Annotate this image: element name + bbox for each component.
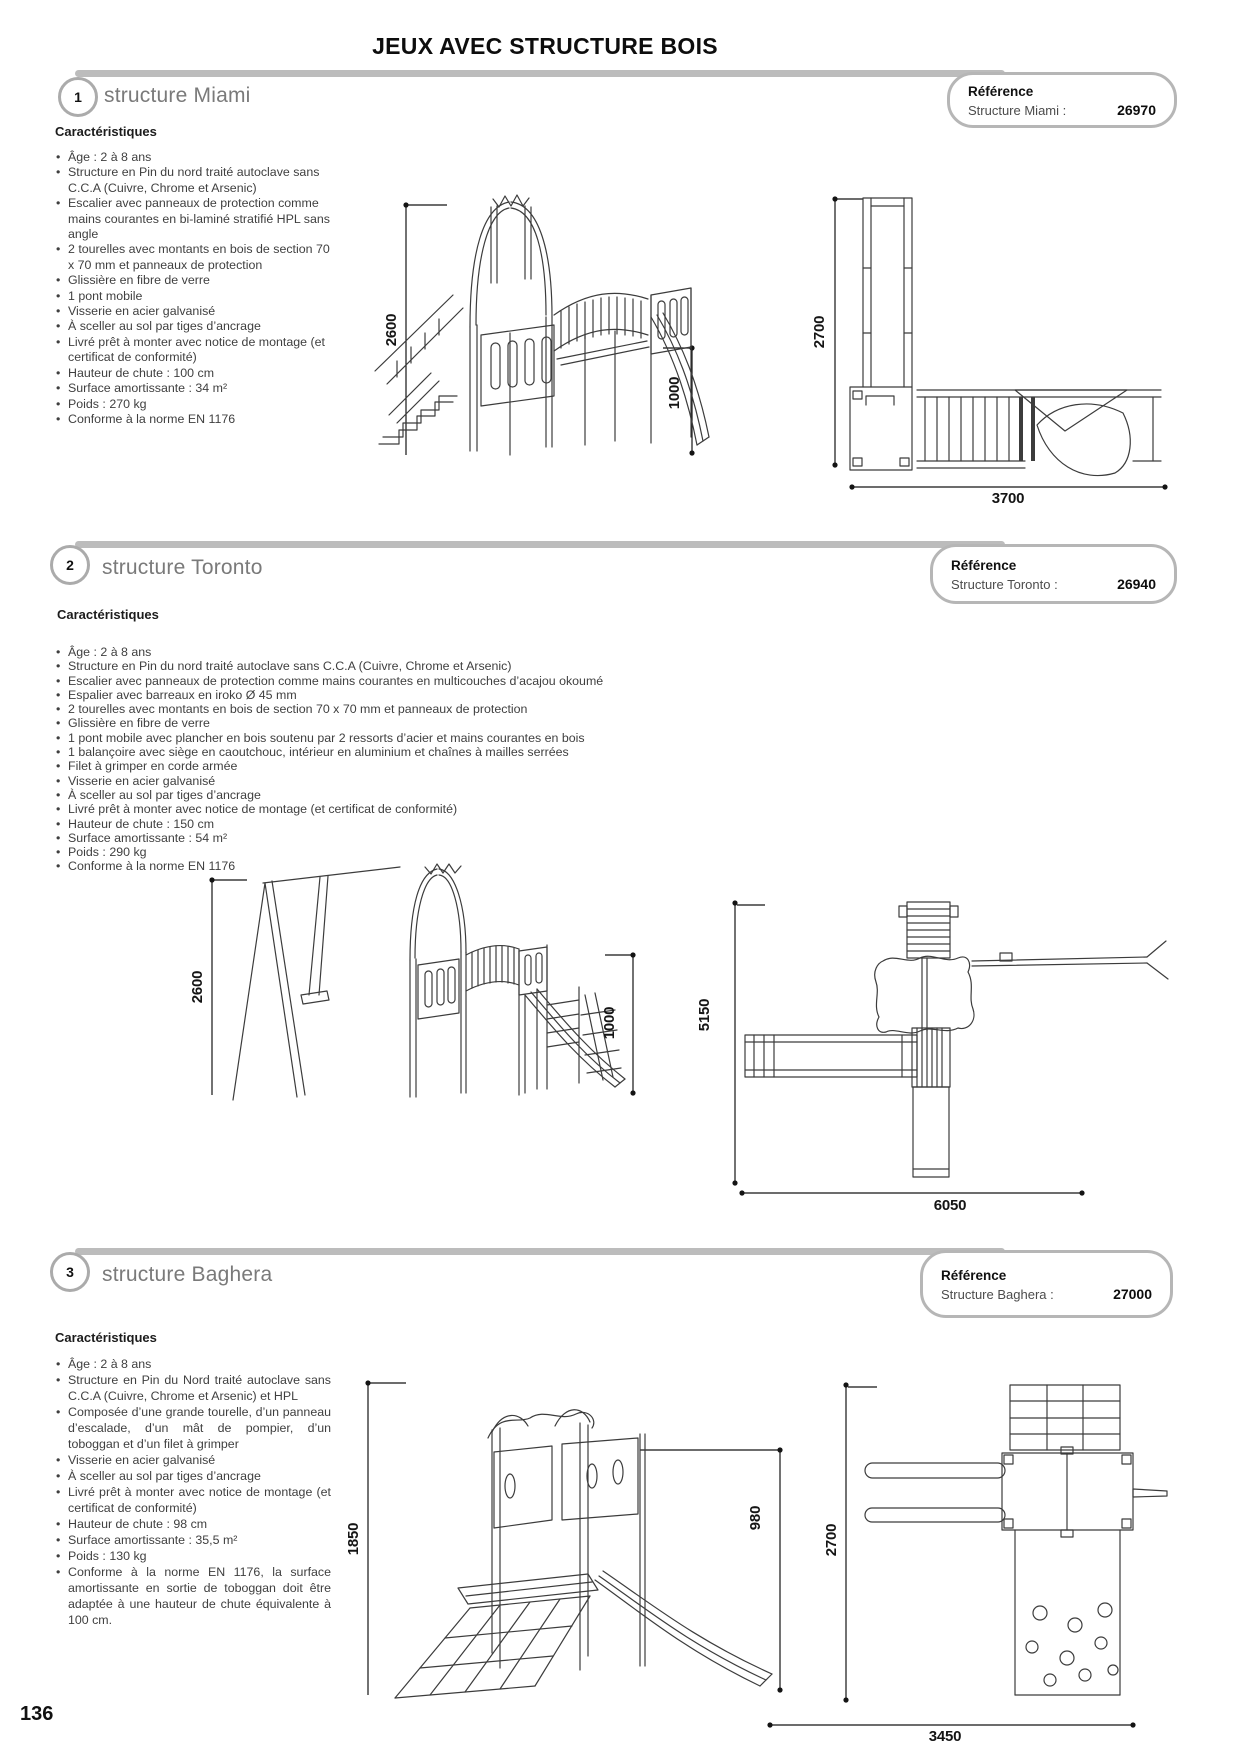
figure-toronto-perspective xyxy=(185,855,660,1105)
figure-baghera-plan xyxy=(745,1375,1190,1750)
characteristic-item: • 2 tourelles avec montants en bois de section 70 x 70 mm et panneaux de protection xyxy=(55,242,331,273)
reference-code: 27000 xyxy=(1113,1286,1152,1302)
dimension-plan-width: 3700 xyxy=(991,490,1025,507)
dimension-fall-height: 1000 xyxy=(601,1006,618,1040)
characteristics-heading: Caractéristiques xyxy=(55,1330,157,1345)
dimension-fall-height: 980 xyxy=(747,1505,764,1531)
reference-row xyxy=(951,576,1156,592)
reference-code: 26970 xyxy=(1117,102,1156,118)
dimension-height: 2600 xyxy=(189,970,206,1004)
reference-box xyxy=(920,1250,1173,1318)
section-title: structure Miami xyxy=(104,84,251,107)
figure-toronto-plan xyxy=(650,795,1170,1220)
characteristic-item: • Âge : 2 à 8 ans xyxy=(55,645,745,659)
characteristic-item: • Filet à grimper en corde armée xyxy=(55,759,745,773)
reference-box xyxy=(930,544,1177,604)
section-divider-bar xyxy=(75,70,1005,77)
characteristic-item: • Visserie en acier galvanisé xyxy=(55,1452,331,1468)
characteristic-item: • Poids : 290 kg xyxy=(55,845,745,859)
section-divider-bar xyxy=(75,1248,1005,1255)
section-divider-bar xyxy=(75,541,1005,548)
characteristic-item: • Structure en Pin du Nord traité autoclave sans C.C.A (Cuivre, Chrome et Arsenic) et HPL xyxy=(55,1372,331,1404)
characteristics-list xyxy=(55,1356,331,1628)
section-number: 1 xyxy=(74,89,82,105)
characteristic-item: • Escalier avec panneaux de protection comme mains courantes en multicouches d’acajou okoumé xyxy=(55,674,745,688)
characteristics-heading: Caractéristiques xyxy=(55,124,157,139)
characteristic-item: • Espalier avec barreaux en iroko Ø 45 mm xyxy=(55,688,745,702)
dimension-plan-height: 2700 xyxy=(823,1523,840,1557)
reference-label: Référence xyxy=(968,84,1034,99)
characteristic-item: • Visserie en acier galvanisé xyxy=(55,774,745,788)
characteristic-item: • Hauteur de chute : 98 cm xyxy=(55,1516,331,1532)
characteristic-item: • Livré prêt à monter avec notice de montage (et certificat de conformité) xyxy=(55,1484,331,1516)
characteristic-item: • 1 pont mobile xyxy=(55,289,331,304)
reference-product: Structure Miami : xyxy=(968,103,1067,118)
section-number-badge xyxy=(50,1252,90,1292)
dimension-height: 1850 xyxy=(345,1522,362,1556)
technical-drawing-miami-perspective-icon xyxy=(345,165,715,465)
technical-drawing-toronto-plan-icon xyxy=(650,795,1170,1220)
characteristic-item: • Composée d’une grande tourelle, d’un panneau d’escalade, d’un mât de pompier, d’un toboggan et d’un filet à grimper xyxy=(55,1404,331,1452)
characteristic-item: • Escalier avec panneaux de protection comme mains courantes en bi-laminé stratifié HPL sans angle xyxy=(55,196,331,242)
characteristic-item: • À sceller au sol par tiges d’ancrage xyxy=(55,788,745,802)
dimension-fall-height: 1000 xyxy=(666,376,683,410)
section-number: 2 xyxy=(66,557,74,573)
figure-miami-plan xyxy=(725,165,1185,505)
technical-drawing-toronto-perspective-icon xyxy=(185,855,660,1105)
section-title: structure Baghera xyxy=(102,1263,273,1286)
characteristic-item: • Surface amortissante : 54 m² xyxy=(55,831,745,845)
characteristic-item: • Glissière en fibre de verre xyxy=(55,273,331,288)
section-number-badge xyxy=(58,77,98,117)
reference-product: Structure Toronto : xyxy=(951,577,1058,592)
dimension-plan-width: 6050 xyxy=(933,1197,967,1214)
characteristics-list xyxy=(55,150,331,427)
characteristic-item: • Structure en Pin du nord traité autoclave sans C.C.A (Cuivre, Chrome et Arsenic) xyxy=(55,165,331,196)
characteristic-item: • Surface amortissante : 34 m² xyxy=(55,381,331,396)
characteristic-item: • Poids : 270 kg xyxy=(55,397,331,412)
characteristic-item: • Visserie en acier galvanisé xyxy=(55,304,331,319)
characteristic-item: • Livré prêt à monter avec notice de montage (et certificat de conformité) xyxy=(55,802,745,816)
characteristic-item: • À sceller au sol par tiges d’ancrage xyxy=(55,1468,331,1484)
section-number: 3 xyxy=(66,1264,74,1280)
characteristic-item: • Conforme à la norme EN 1176 xyxy=(55,412,331,427)
characteristic-item: • 1 balançoire avec siège en caoutchouc, intérieur en aluminium et chaînes à mailles serrées xyxy=(55,745,745,759)
reference-row xyxy=(941,1286,1152,1302)
technical-drawing-miami-plan-icon xyxy=(725,165,1185,505)
characteristics-heading: Caractéristiques xyxy=(57,607,159,622)
dimension-height: 2600 xyxy=(383,313,400,347)
characteristic-item: • Hauteur de chute : 150 cm xyxy=(55,817,745,831)
section-number-badge xyxy=(50,545,90,585)
characteristics-list xyxy=(55,645,745,874)
page-number: 136 xyxy=(20,1703,54,1725)
characteristic-item: • Poids : 130 kg xyxy=(55,1548,331,1564)
characteristic-item: • Structure en Pin du nord traité autoclave sans C.C.A (Cuivre, Chrome et Arsenic) xyxy=(55,659,745,673)
reference-label: Référence xyxy=(941,1268,1007,1283)
technical-drawing-baghera-plan-icon xyxy=(745,1375,1190,1750)
figure-miami-perspective xyxy=(345,165,715,465)
characteristic-item: • Surface amortissante : 35,5 m² xyxy=(55,1532,331,1548)
reference-label: Référence xyxy=(951,558,1017,573)
characteristic-item: • Conforme à la norme EN 1176, la surface amortissante en sortie de toboggan doit être adaptée à une hauteur de chute équivalente à 100 cm. xyxy=(55,1564,331,1628)
characteristic-item: • À sceller au sol par tiges d’ancrage xyxy=(55,319,331,334)
characteristic-item: • Livré prêt à monter avec notice de montage (et certificat de conformité) xyxy=(55,335,331,366)
reference-row xyxy=(968,102,1156,118)
dimension-plan-width: 3450 xyxy=(928,1728,962,1745)
characteristic-item: • Hauteur de chute : 100 cm xyxy=(55,366,331,381)
characteristic-item: • Âge : 2 à 8 ans xyxy=(55,150,331,165)
dimension-plan-height: 5150 xyxy=(696,998,713,1032)
characteristic-item: • 1 pont mobile avec plancher en bois soutenu par 2 ressorts d’acier et mains courantes en bois xyxy=(55,731,745,745)
page-title: JEUX AVEC STRUCTURE BOIS xyxy=(372,33,718,60)
characteristic-item: • Conforme à la norme EN 1176 xyxy=(55,859,745,873)
characteristic-item: • Glissière en fibre de verre xyxy=(55,716,745,730)
characteristic-item: • 2 tourelles avec montants en bois de section 70 x 70 mm et panneaux de protection xyxy=(55,702,745,716)
reference-product: Structure Baghera : xyxy=(941,1287,1054,1302)
section-title: structure Toronto xyxy=(102,556,263,579)
reference-box xyxy=(947,72,1177,128)
reference-code: 26940 xyxy=(1117,576,1156,592)
dimension-plan-height: 2700 xyxy=(811,315,828,349)
characteristic-item: • Âge : 2 à 8 ans xyxy=(55,1356,331,1372)
